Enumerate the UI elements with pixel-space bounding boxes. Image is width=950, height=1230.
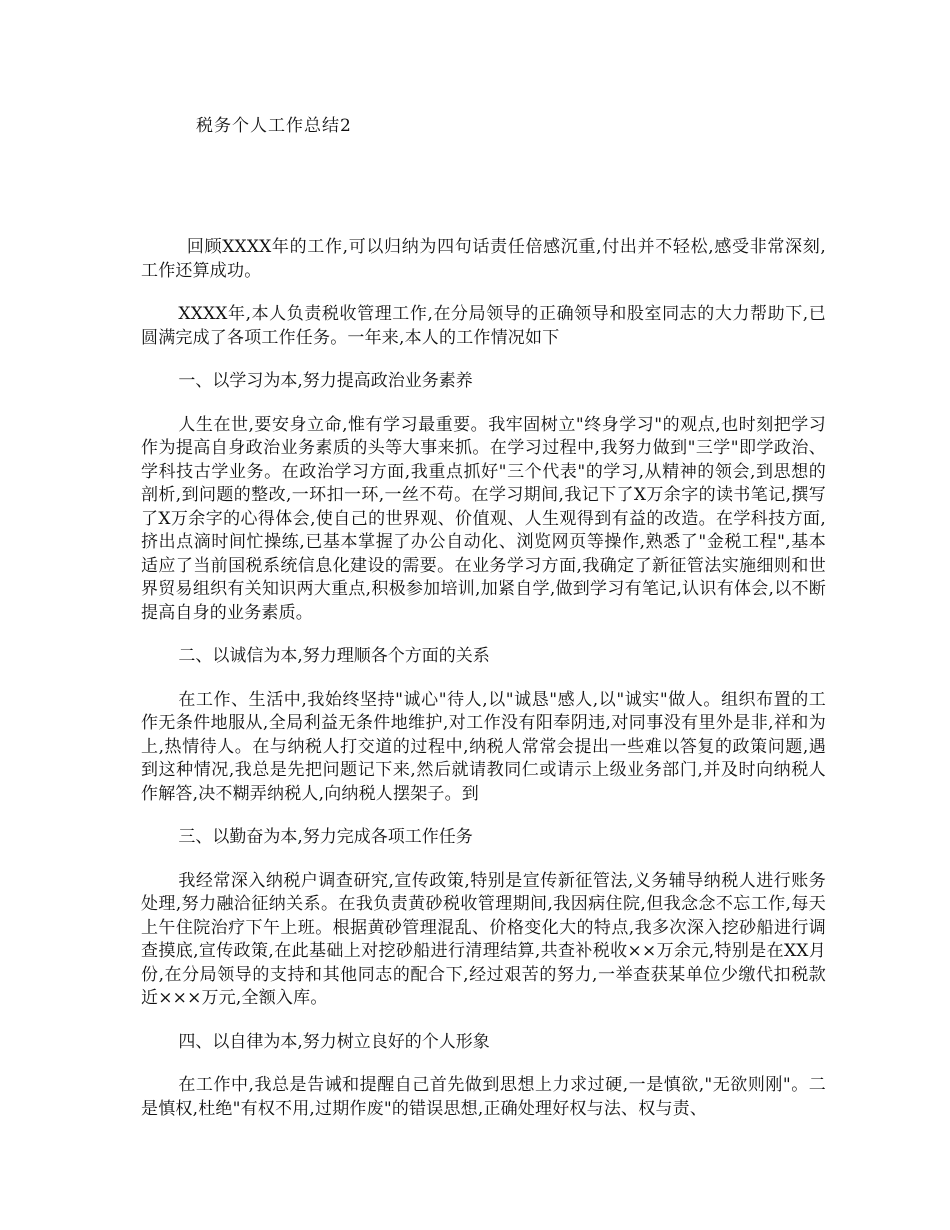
paragraph-integrity: 在工作、生活中,我始终坚持"诚心"待人,以"诚恳"感人,以"诚实"做人。组织布置的工作无条件地服从,全局利益无条件地维护,对工作没有阳奉阴违,对同事没有里外是非,祥和为上,热情待人。在与纳税人打交道的过程中,纳税人常常会提出一些难以答复的政策问题,遇到这种情况,我总是先把问题记下来,然后就请教同仁或请示上级业务部门,并及时向纳税人作解答,决不糊弄纳税人,向纳税人摆架子。到 [141, 689, 826, 804]
paragraph-study: 人生在世,要安身立命,惟有学习最重要。我牢固树立"终身学习"的观点,也时刻把学习作为提高自身政治业务素质的头等大事来抓。在学习过程中,我努力做到"三学"即学政治、学科技古学业务。在政治学习方面,我重点抓好"三个代表"的学习,从精神的领会,到思想的剖析,到问题的整改,一环扣一环,一丝不苟。在学习期间,我记下了X万余字的读书笔记,撰写了X万余字的心得体会,使自己的世界观、价值观、人生观得到有益的改造。在学科技方面,挤出点滴时间忙操练,已基本掌握了办公自动化、浏览网页等操作,熟悉了"金税工程",基本适应了当前国税系统信息化建设的需要。在业务学习方面,我确定了新征管法实施细则和世界贸易组织有关知识两大重点,积极参加培训,加紧自学,做到学习有笔记,认识有体会,以不断提高自身的业务素质。 [141, 414, 826, 623]
paragraph-overview: XXXX年,本人负责税收管理工作,在分局领导的正确领导和股室同志的大力帮助下,已圆满完成了各项工作任务。一年来,本人的工作情况如下 [141, 304, 826, 348]
document-body [141, 236, 826, 1141]
paragraph-intro: 回顾XXXX年的工作,可以归纳为四句话责任倍感沉重,付出并不轻松,感受非常深刻,工作还算成功。 [141, 237, 826, 281]
document-title: 税务个人工作总结2 [196, 116, 352, 136]
section-heading-2: 二、以诚信为本,努力理顺各个方面的关系 [178, 646, 490, 666]
section-heading-4: 四、以自律为本,努力树立良好的个人形象 [178, 1031, 490, 1052]
section-heading-3: 三、以勤奋为本,努力完成各项工作任务 [178, 827, 473, 847]
section-heading-1: 一、以学习为本,努力提高政治业务素养 [178, 371, 473, 391]
paragraph-self-discipline: 在工作中,我总是告诫和提醒自己首先做到思想上力求过硬,一是慎欲,"无欲则刚"。二是慎权,杜绝"有权不用,过期作废"的错误思想,正确处理好权与法、权与责、 [141, 1075, 826, 1119]
paragraph-diligence: 我经常深入纳税户调查研究,宣传政策,特别是宣传新征管法,义务辅导纳税人进行账务处理,努力融洽征纳关系。在我负责黄砂税收管理期间,我因病住院,但我念念不忘工作,每天上午住院治疗下午上班。根据黄砂管理混乱、价格变化大的特点,我多次深入挖砂船进行调查摸底,宣传政策,在此基础上对挖砂船进行清理结算,共查补税收××万余元,特别是在XX月份,在分局领导的支持和其他同志的配合下,经过艰苦的努力,一举查获某单位少缴代扣税款近×××万元,全额入库。 [141, 870, 826, 1008]
